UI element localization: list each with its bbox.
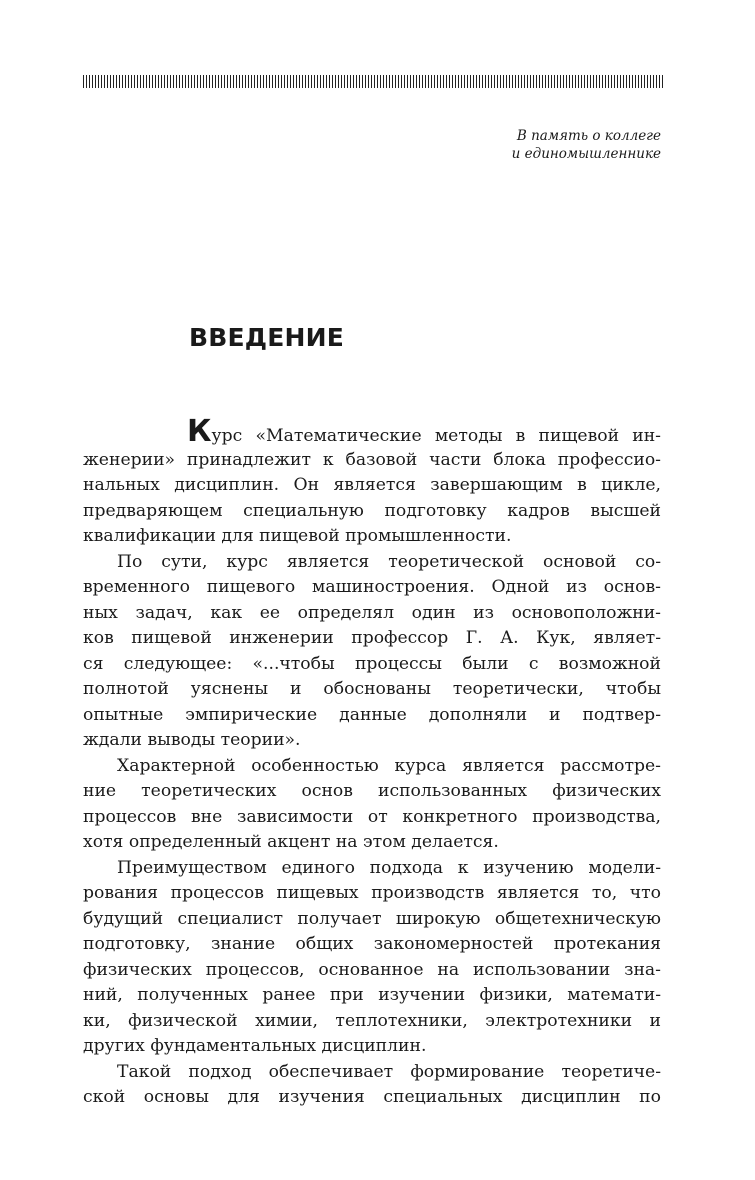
paragraph	[83, 754, 661, 856]
text-line: процессов вне зависимости от конкретного производства,	[83, 806, 661, 827]
text-line: будущий специалист получает широкую общетехническую	[83, 908, 661, 929]
chapter-title: ВВЕДЕНИЕ	[189, 323, 345, 352]
epigraph-line: и единомышленнике	[511, 146, 661, 162]
text-line: ний, полученных ранее при изучении физики, математи-	[83, 985, 661, 1005]
epigraph-line: В память о коллеге	[516, 128, 661, 144]
text-line: ждали выводы теории».	[83, 730, 301, 750]
text-line: нальных дисциплин. Он является завершающим в цикле,	[83, 475, 661, 495]
text-line: рования процессов пищевых производств является то, что	[83, 883, 661, 903]
text-line: женерии» принадлежит к базовой части блока профессио-	[83, 449, 661, 470]
text-line: Курс «Математические методы в пищевой ин-	[187, 414, 661, 449]
text-line: ков пищевой инженерии профессор Г. А. Кук, являет-	[83, 628, 661, 648]
text-line: ся следующее: «...чтобы процессы были с возможной	[83, 653, 661, 674]
text-line: полнотой уяснены и обоснованы теоретически, чтобы	[83, 679, 661, 699]
paragraph	[83, 550, 661, 754]
text-line: физических процессов, основанное на использовании зна-	[83, 959, 661, 980]
text-line: временного пищевого машиностроения. Одной из основ-	[83, 577, 661, 597]
paragraph	[83, 1060, 661, 1111]
text-line: ской основы для изучения специальных дисциплин по	[83, 1087, 661, 1107]
text-line: опытные эмпирические данные дополняли и подтвер-	[83, 704, 661, 725]
text-line: квалификации для пищевой промышленности.	[83, 526, 512, 546]
text-line: Преимуществом единого подхода к изучению модели-	[117, 857, 661, 878]
header-rule	[83, 75, 663, 88]
text-line: По сути, курс является теоретической основой со-	[117, 551, 661, 572]
body-text	[83, 414, 661, 1111]
text-line: подготовку, знание общих закономерностей протекания	[83, 934, 661, 954]
text-line: ки, физической химии, теплотехники, электротехники и	[83, 1010, 661, 1031]
text-line: Характерной особенностью курса является рассмотре-	[117, 755, 661, 776]
drop-cap: К	[187, 414, 212, 449]
epigraph	[361, 127, 661, 163]
text-line: ние теоретических основ использованных физических	[83, 781, 661, 801]
text-line: предваряющем специальную подготовку кадров высшей	[83, 500, 661, 521]
paragraph	[83, 414, 661, 550]
paragraph	[83, 856, 661, 1060]
text-line: других фундаментальных дисциплин.	[83, 1036, 427, 1056]
text-line: ных задач, как ее определял один из основоположни-	[83, 602, 661, 623]
text-line: хотя определенный акцент на этом делается.	[83, 832, 499, 852]
text-line: Такой подход обеспечивает формирование теоретиче-	[117, 1061, 661, 1082]
